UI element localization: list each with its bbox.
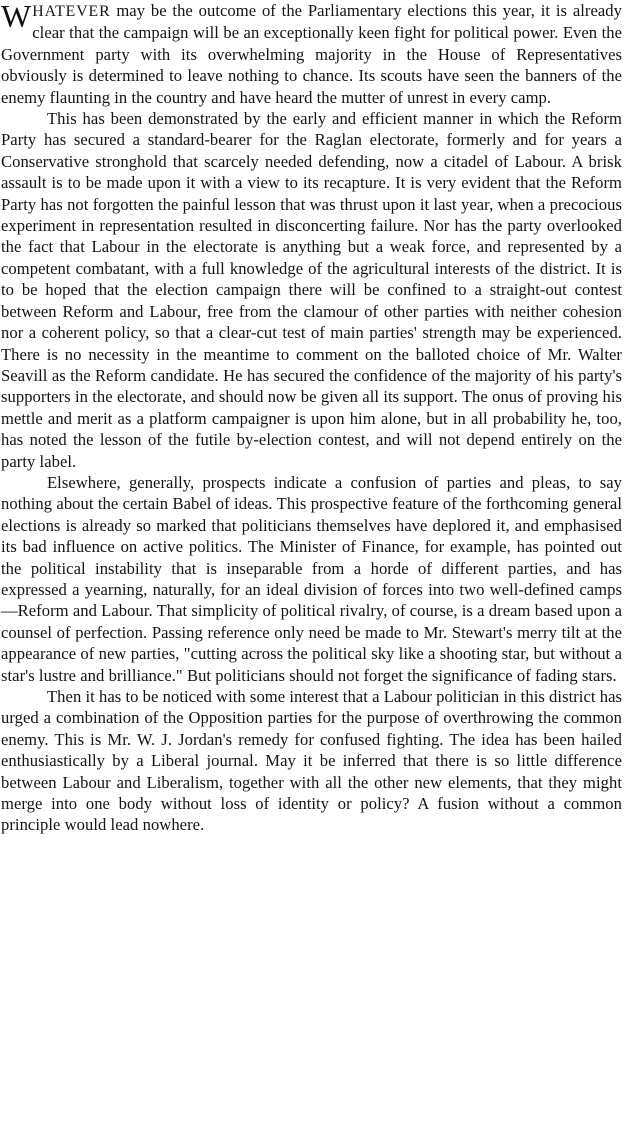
paragraph-4: Then it has to be noticed with some interest that a Labour politician in this district has urged a combination of the Opposition parties for the purpose of overthrowing the common enemy. This is Mr. W. J. Jordan's remedy for confused fighting. The idea has been hailed enthusiastically by a Liberal journal. May it be inferred that there is so little difference between Labour and Liberalism, together with all the other new elements, that they might merge into one body without loss of identity or policy? A fusion without a common principle would lead nowhere.: [1, 687, 623, 835]
lead-caps: HATEVER: [32, 3, 111, 20]
paragraph-2: This has been demonstrated by the early and efficient manner in which the Reform Party has secured a standard-bearer for the Raglan electorate, formerly and for years a Conservative stronghold that scarcely needed defending, now a citadel of Labour. A brisk assault is to be made upon it with a view to its recapture. It is very evident that the Reform Party has not forgotten the painful lesson that was thrust upon it last year, when a precocious experiment in representation resulted in disconcerting failure. Nor has the party overlooked the fact that Labour in the electorate is anything but a weak force, and represented by a competent combatant, with a full knowledge of the agricultural interests of the district. It is to be hoped that the election campaign there will be confined to a straight-out contest between Reform and Labour, free from the clamour of other parties with neither cohesion nor a coherent policy, so that a clear-cut test of main parties' strength may be experienced. There is no necessity in the meantime to comment on the balloted choice of Mr. Walter Seavill as the Reform candidate. He has secured the confidence of the majority of his party's supporters in the electorate, and should now be given all its support. The onus of proving his mettle and merit as a platform campaigner is upon him alone, but in all probability he, too, has noted the lesson of the futile by-election contest, and will not depend entirely on the party label.: [1, 109, 622, 471]
paragraph-1-text: may be the outcome of the Parliamentary elections this year, it is already clear that the campaign will be an exceptionally keen fight for political power. Even the Government party with its overwhelming majority in the House of Representatives obviously is determined to leave nothing to chance. Its scouts have seen the banners of the enemy flaunting in the country and have heard the mutter of unrest in every camp.: [1, 1, 622, 107]
paragraph-3: Elsewhere, generally, prospects indicate a confusion of parties and pleas, to say nothing about the certain Babel of ideas. This prospective feature of the forthcoming general elections is already so marked that politicians themselves have deplored it, and emphasised its bad influence on active politics. The Minister of Finance, for example, has pointed out the political instability that is inseparable from a horde of different parties, and has expressed a yearning, naturally, for an ideal division of forces into two well-defined camps—Reform and Labour. That simplicity of political rivalry, of course, is a dream based upon a counsel of perfection. Passing reference only need be made to Mr. Stewart's merry tilt at the appearance of new parties, "cutting across the political sky like a shooting star, but without a star's lustre and brilliance." But politicians should not forget the significance of fading stars.: [1, 472, 622, 685]
drop-cap: W: [1, 0, 32, 34]
paragraph-1: [1, 0, 622, 108]
